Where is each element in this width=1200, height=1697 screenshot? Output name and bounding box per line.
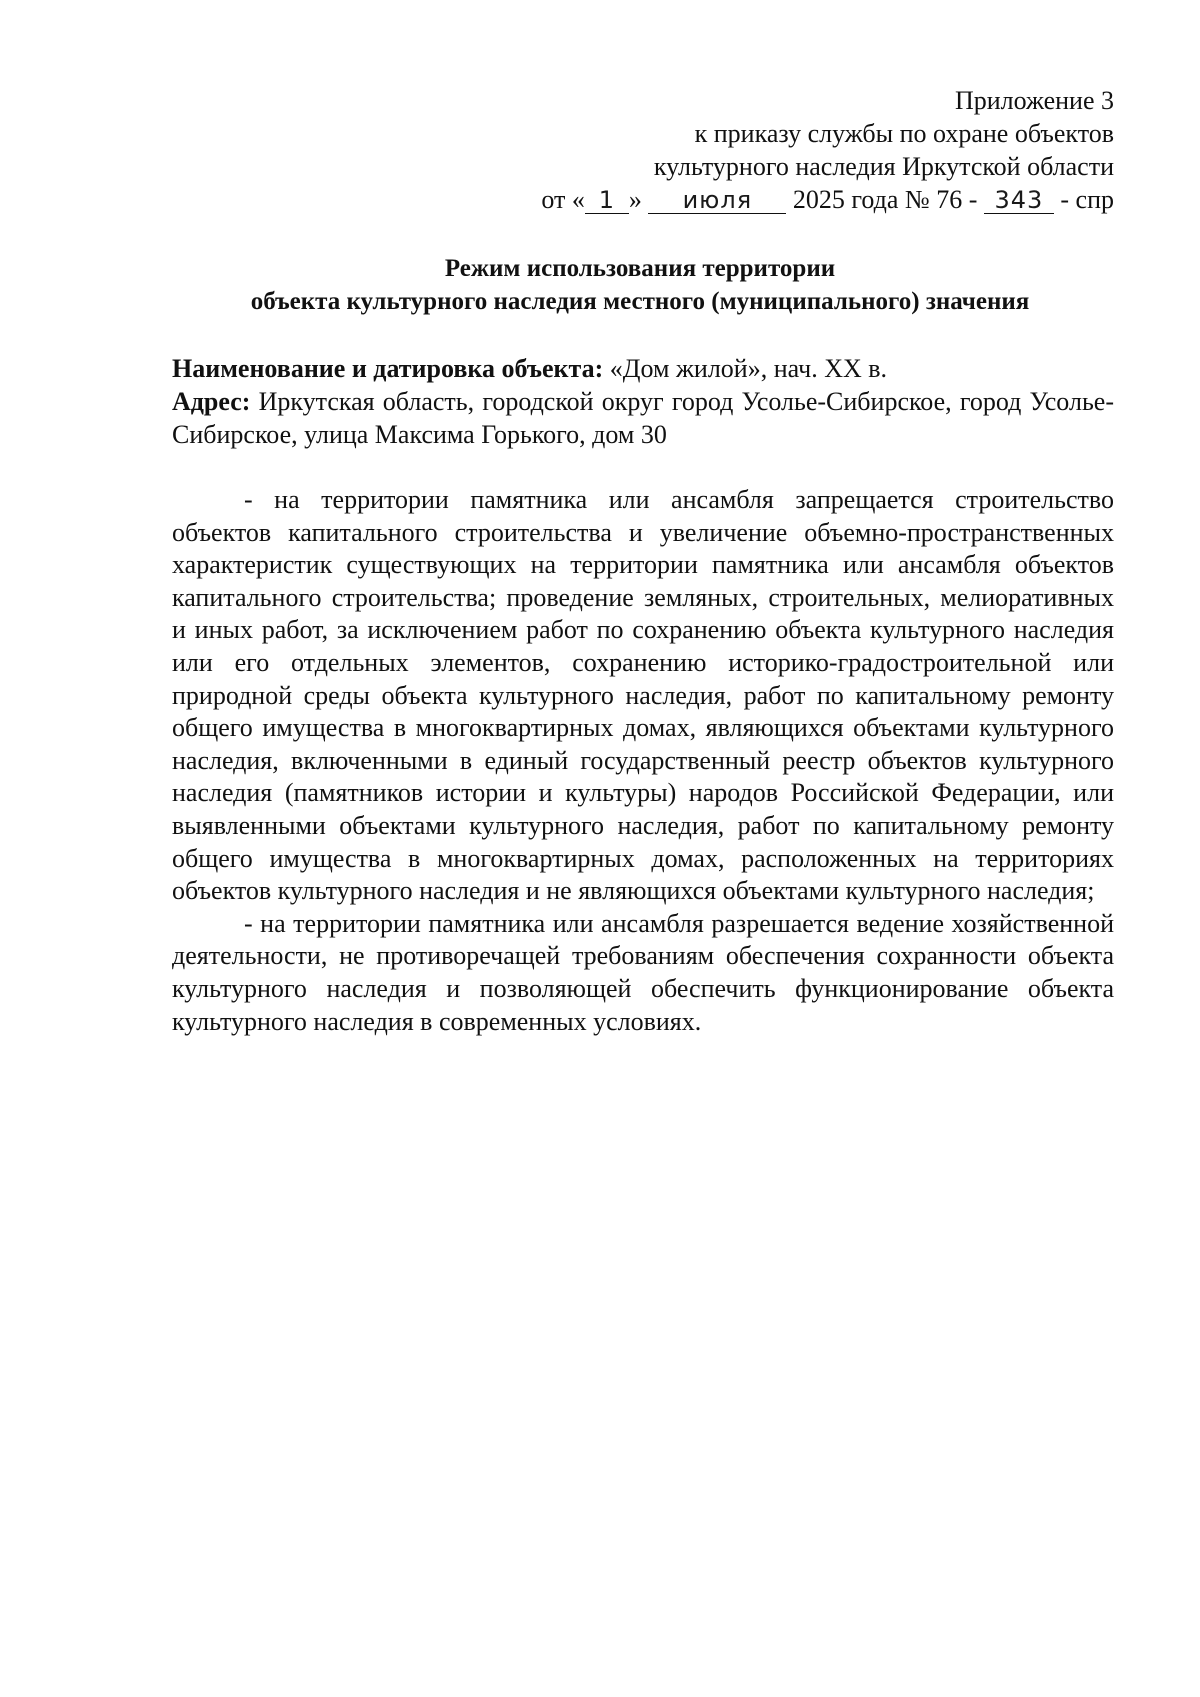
paragraph-permissions: - на территории памятника или ансамбля разрешается ведение хозяйственной деятельности, не противоречащей требованиям обеспечения сохранности объекта культурного наследия и позволяющей обеспечить функционирование объекта культурного наследия в современных условиях. bbox=[172, 908, 1114, 1036]
date-day-handwritten: 1 bbox=[598, 186, 615, 214]
object-name-line bbox=[172, 352, 1114, 385]
appendix-authority: культурного наследия Иркутской области bbox=[653, 152, 1114, 181]
object-info bbox=[172, 352, 1114, 451]
appendix-order-ref: к приказу службы по охране объектов bbox=[694, 119, 1114, 148]
date-month-handwritten: июля bbox=[682, 186, 753, 214]
order-number-handwritten: 343 bbox=[994, 186, 1044, 214]
paragraph-prohibitions: - на территории памятника или ансамбля запрещается строительство объектов капитального строительства и увеличение объемно-пространственных характеристик существующих на территории памятника или ансамбля объектов капитального строительства; проведение земляных, строительных, мелиоративных и иных работ, за исключением работ по сохранению объекта культурного наследия или его отдельных элементов, сохранению историко-градостроительной или природной среды объекта культурного наследия, работ по капитальному ремонту общего имущества в многоквартирных домах, являющихся объектами культурного наследия, включенными в единый государственный реестр объектов культурного наследия (памятников истории и культуры) народов Российской Федерации, или выявленными объектами культурного наследия, работ по капитальному ремонту общего имущества в многоквартирных домах, расположенных на территориях объектов культурного наследия и не являющихся объектами культурного наследия; bbox=[172, 485, 1114, 906]
order-number-field bbox=[984, 187, 1054, 214]
object-address-label: Адрес: bbox=[172, 387, 251, 416]
object-address-value: Иркутская область, городской округ город Усолье-Сибирское, город Усолье-Сибирское, улица Максима Горького, дом 30 bbox=[172, 387, 1114, 449]
title-line-1: Режим использования территории bbox=[444, 255, 836, 282]
date-month-field bbox=[648, 187, 786, 214]
object-name-label: Наименование и датировка объекта: bbox=[172, 354, 604, 383]
date-mid: » bbox=[628, 185, 642, 214]
title-line-2: объекта культурного наследия местного (муниципального) значения bbox=[250, 288, 1030, 315]
appendix-header bbox=[541, 84, 1114, 216]
order-date-line bbox=[541, 183, 1114, 216]
object-address-line bbox=[172, 385, 1114, 451]
date-year-text: 2025 года № 76 - bbox=[792, 185, 978, 214]
date-day-field bbox=[585, 187, 629, 214]
order-suffix: - спр bbox=[1060, 185, 1114, 214]
document-title bbox=[140, 252, 1140, 318]
appendix-number: Приложение 3 bbox=[954, 86, 1114, 115]
date-prefix: от « bbox=[541, 185, 585, 214]
object-name-value: «Дом жилой», нач. XX в. bbox=[609, 354, 888, 383]
regime-text bbox=[172, 484, 1114, 1038]
